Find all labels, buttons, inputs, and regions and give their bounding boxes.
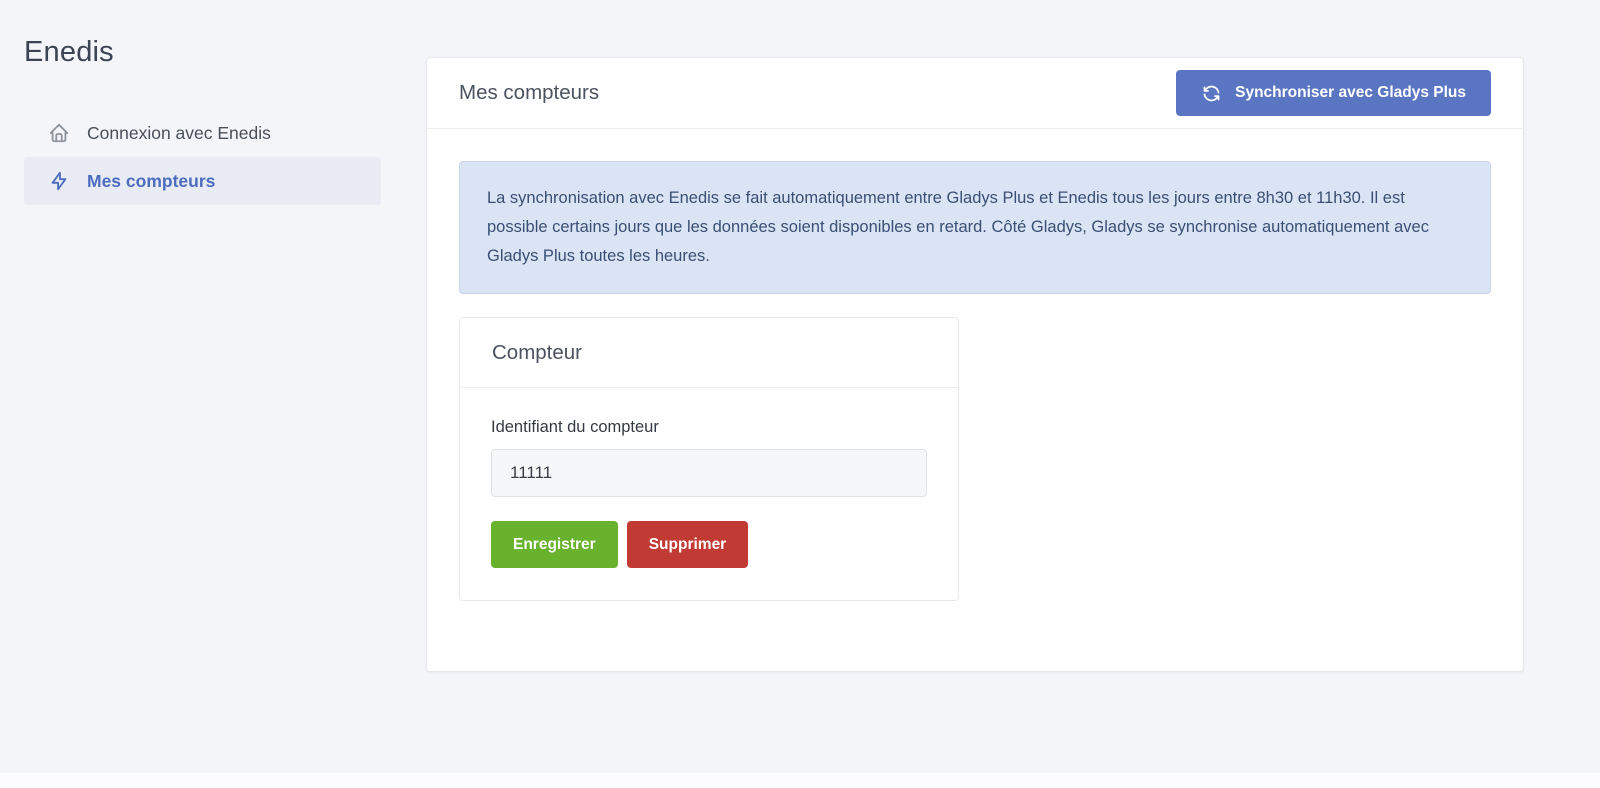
sync-button-label: Synchroniser avec Gladys Plus bbox=[1235, 84, 1466, 101]
meter-id-label: Identifiant du compteur bbox=[491, 418, 659, 436]
sidebar-title: Enedis bbox=[24, 36, 114, 68]
bolt-icon bbox=[48, 170, 70, 192]
sidebar-item-label: Mes compteurs bbox=[87, 170, 216, 191]
button-row bbox=[491, 521, 927, 568]
home-icon bbox=[48, 122, 70, 144]
sidebar-item-mes-compteurs[interactable] bbox=[24, 157, 381, 205]
page-title: Mes compteurs bbox=[459, 81, 600, 104]
delete-button[interactable]: Supprimer bbox=[627, 521, 749, 568]
mes-compteurs-panel bbox=[426, 57, 1524, 672]
refresh-icon bbox=[1201, 83, 1222, 104]
panel-body bbox=[427, 129, 1523, 633]
compteur-card-body bbox=[460, 388, 958, 600]
bottom-edge-strip bbox=[0, 773, 1600, 788]
sidebar-item-connexion-enedis[interactable] bbox=[24, 109, 381, 157]
sync-gladys-plus-button[interactable] bbox=[1176, 70, 1491, 116]
save-button[interactable]: Enregistrer bbox=[491, 521, 618, 568]
sidebar-nav bbox=[24, 109, 381, 205]
compteur-card bbox=[459, 317, 959, 601]
meter-id-input[interactable] bbox=[491, 449, 927, 497]
compteur-card-title: Compteur bbox=[492, 340, 583, 364]
compteur-card-header bbox=[460, 318, 958, 388]
panel-header bbox=[427, 58, 1523, 129]
sidebar-item-label: Connexion avec Enedis bbox=[87, 122, 271, 143]
sidebar bbox=[24, 0, 381, 205]
sync-info-alert: La synchronisation avec Enedis se fait automatiquement entre Gladys Plus et Enedis tous les jours entre 8h30 et 11h30. Il est possible certains jours que les données soient disponibles en retard. Côté Gladys, Gladys se synchronise automatiquement avec Gladys Plus toutes les heures. bbox=[459, 161, 1491, 294]
